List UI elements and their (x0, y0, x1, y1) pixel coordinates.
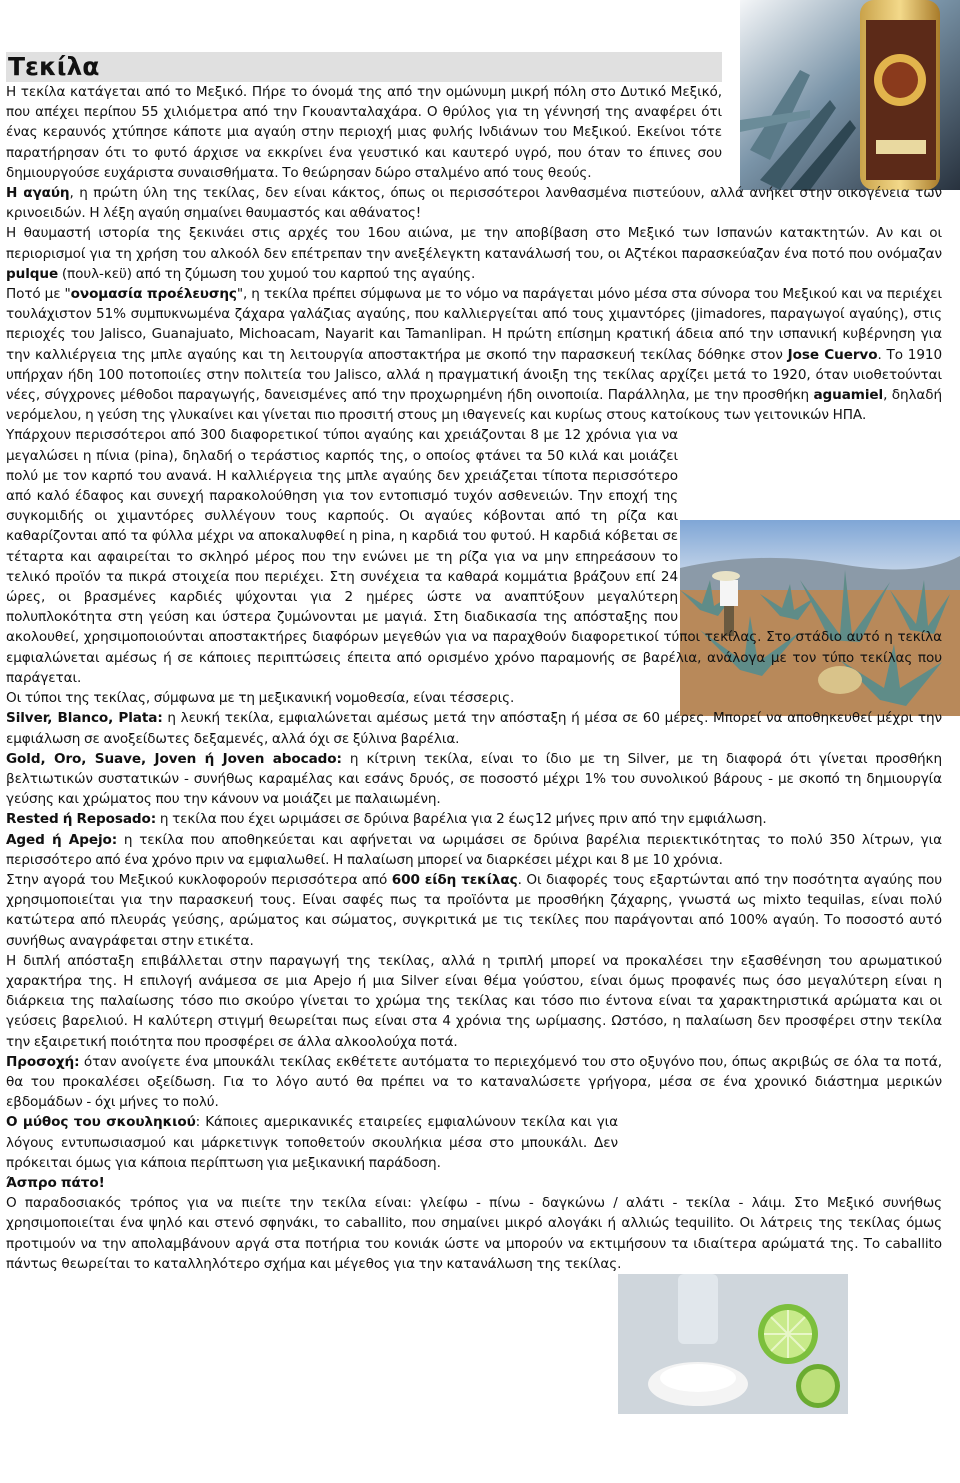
designation-text-b: ", η τεκίλα πρέπει σύμφωνα με το νόμο να παράγεται μόνο μέσα στα σύνορα του Μεξικού και να περιέχει τουλάχιστον 51% συμπυκνωμένα ζάχαρα γαλάζιας αγαύης, που καλλιεργείται από τους χιμαντόρες (jimadores, παραγωγοί αγαύης), στις περιοχές του Jalisco, Guanajuato, Michoacam, Nayarit και Tamanlipan. Η πρώτη επίσημη κρατική άδεια από την ισπανική κυβέρνηση για την καλλιέργεια της μπλε αγαύης και τη λειτουργία αποστακτήρα με σκοπό την παρασκευή τεκίλας δόθηκε στον (6, 286, 942, 363)
gold-bold: Gold, Oro, Suave, Joven ή Joven abocado: (6, 750, 342, 767)
paragraph-worm-myth (6, 1112, 618, 1173)
paragraph-gold (6, 749, 942, 810)
aguamiel-bold: aguamiel (813, 387, 884, 404)
agave-text: , η πρώτη ύλη της τεκίλας, δεν είναι κάκτος, όπως οι περισσότεροι λανθασμένα πιστεύουν, αλλά ανήκει στην οικογένεια των κρινοειδών. Η λέξη αγαύη σημαίνει θαυμαστός και αθάνατος! (6, 185, 942, 222)
worm-myth-bold: Ο μύθος του σκουληκιού (6, 1114, 196, 1131)
float-spacer-agave (678, 425, 948, 621)
tequila-bottle-image (740, 0, 960, 190)
paragraph-designation (6, 284, 942, 425)
apejo-text: η τεκίλα που αποθηκεύεται και αφήνεται να ωριμάσει σε δρύινα βαρέλια περιεκτικότητας το πολύ 350 λίτρων, για περισσότερο από ένα χρόνο πριν να εμφιαλωθεί. Η παλαίωση μπορεί να διαρκέσει μέχρι και 8 με 10 χρόνια. (6, 831, 942, 868)
agave-bold: Η αγαύη (6, 185, 70, 202)
designation-text-d: , δηλαδή νερόμελου, η γεύση της γλυκαίνει και γίνεται πιο προσιτή στους μη ιθαγενείς και κυρίως στους κατοίκους των γειτονικών ΗΠΑ. (6, 387, 942, 424)
worm-myth-text: : Κάποιες αμερικανικές εταιρείες εμφιαλώνουν τεκίλα και για λόγους εντυπωσιασμού και μάρκετινγκ τοποθετούν σκουλήκια μέσα στο μπουκάλι. Δεν πρόκειται όμως για κάποια περίπτωση για μεξικανική παράδοση. (6, 1114, 619, 1171)
history-text-a: Η θαυμαστή ιστορία της ξεκινάει στις αρχές του 16ου αιώνα, με την αποβίβαση στο Μεξικό των Ισπανών κατακτητών. Αν και οι περιορισμοί για τη χρήση του αλκοόλ δεν επέτρεπαν την ανεξέλεγκτη κατανάλωσή του, οι Αζτέκοι παρασκεύαζαν ένα ποτό που ονόμαζαν (6, 225, 942, 262)
paragraph-market (6, 870, 942, 951)
designation-text-a: Ποτό με " (6, 286, 71, 303)
silver-bold: Silver, Blanco, Plata: (6, 710, 163, 727)
caution-text: όταν ανοίγετε ένα μπουκάλι τεκίλας εκθέτετε αυτόματα το περιεχόμενό του στο οξυγόνο που, όπως ακριβώς σε όλα τα ποτά, θα του προκαλέσει οξείδωση. Για το λόγο αυτό θα πρέπει να το καταναλώσετε γρήγορα, μέσα σε ένα χρονικό διάστημα μερικών εβδομάδων - όχι μήνες το πολύ. (6, 1053, 942, 1111)
salt-lime-image (618, 1274, 848, 1414)
paragraph-distillation: Η διπλή απόσταξη επιβάλλεται στην παραγωγή της τεκίλας, αλλά η τριπλή μπορεί να προκαλέσει την εξασθένηση του αρωματικού χαρακτήρα της. Η επιλογή ανάμεσα σε μια Apejo ή μια Silver είναι θέμα γούστου, είναι όμως προφανές πως όσο μεγαλύτερη είναι η διάρκεια της παλαίωσης τόσο πιο σκούρο γίνεται το χρώμα της τεκίλας και τόσο πιο έντονα είναι τα χαρακτηριστικά αρώματα και οι γεύσεις βαρελιού. Η καλύτερη στιγμή θεωρείται πως είναι στα 4 χρόνια της ωρίμασης. Ωστόσο, η παλαίωση δεν προσφέρει στην τεκίλα την εξαιρετική ποιότητα που προσφέρει σε άλλα αλκοολούχα ποτά. (6, 952, 942, 1050)
paragraph-apejo (6, 830, 942, 870)
market-text-a: Στην αγορά του Μεξικού κυκλοφορούν περισσότερα από (6, 871, 392, 888)
paragraph-caution (6, 1052, 942, 1113)
paragraph-cultivation: Υπάρχουν περισσότεροι από 300 διαφορετικοί τύποι αγαύης και χρειάζονται 8 με 12 χρόνια για να μεγαλώσει η πίνια (pina), δηλαδή ο τεράστιος καρπός της, ο οποίος φτάνει τα 50 κιλά και μοιάζει πολύ με τον καρπό του ανανά. Η καλλιέργεια της μπλε αγαύης δεν χρειάζεται τίποτα περισσότερο από καλό έδαφος και συνεχή παρακολούθηση για τον εντοπισμό τυχόν ασθενειών. Την εποχή της συγκομιδής οι χιμαντόρες συλλέγουν τους καρπούς. Οι αγαύες κόβονται από τη ρίζα και καθαρίζονται από τα φύλλα μέχρι να αποκαλυφθεί η pina, η καρδιά του φυτού. Η καρδιά κόβεται σε τέταρτα και αφαιρείται το σκληρό μέρος που την ενώνει με τη ρίζα για να μην επηρεάσουν το τελικό προϊόν τα πικρά στοιχεία που περιέχει. Στη συνέχεια τα καθαρά κομμάτια βράζουν επί 24 ώρες, οι βρασμένες καρδιές ψύχονται για 2 ημέρες ώστε να αναπτύξουν μεγαλύτερη πολυπλοκότητα στη γεύση και ύστερα ζυμώνονται με μαγιά. Στη διαδικασία της απόσταξης που ακολουθεί, χρησιμοποιούνται αποστακτήρες διαφόρων μεγεθών για να παραχθούν διαφορετικοί τύποι τεκίλας. Στο στάδιο αυτό η τεκίλα εμφιαλώνεται αμέσως ή σε κάποιες περιπτώσεις έπειτα από ορισμένο χρόνο παραμονής σε βαρέλια, ανάλογα με τον τύπο τεκίλας που παράγεται. (6, 427, 942, 686)
cheers-heading: Άσπρο πάτο! (6, 1174, 105, 1191)
apejo-bold: Aged ή Apejo: (6, 831, 118, 848)
paragraph-reposado (6, 809, 942, 829)
paragraph-silver (6, 708, 942, 748)
designation-text-c: . Το 1910 υπήρχαν ήδη 100 ποτοποιίες στην πολιτεία του Jalisco, αλλά η πραγματική άνοιξη της τεκίλας αρχίζει μετά το 1920, όταν υιοθετούνται νέες, σύγχρονες μέθοδοι παραγωγής, δανεισμένες από την προχωρημένη ήδη οινοποιία. Παράλληλα, με την προσθήκη (6, 346, 942, 404)
jose-cuervo-bold: Jose Cuervo (787, 346, 878, 363)
page-title: Τεκίλα (8, 52, 100, 81)
paragraph-history (6, 223, 942, 284)
designation-bold: ονομασία προέλευσης (70, 286, 237, 303)
paragraph-drinking: Ο παραδοσιακός τρόπος για να πιείτε την τεκίλα είναι: γλείφω - πίνω - δαγκώνω / αλάτι - τεκίλα - λάιμ. Στο Μεξικό συνήθως χρησιμοποιείται ένα ψηλό και στενό σφηνάκι, το caballito, που σημαίνει μικρό αλογάκι ή αλλιώς tequilito. Οι λάτρεις της τεκίλας όμως προτιμούν να την απολαμβάνουν αργά στα ποτήρια του κονιάκ ώστε να μπορούν να εκτιμήσουν τα ιδιαίτερα αρώματά της. Το caballito πάντως θεωρείται το καταλληλότερο σχήμα και μέγεθος για την κατανάλωση της τεκίλας. (6, 1195, 942, 1272)
reposado-bold: Rested ή Reposado: (6, 811, 157, 828)
pulque-bold: pulque (6, 265, 59, 282)
paragraph-types-intro: Οι τύποι της τεκίλας, σύμφωνα με τη μεξικανική νομοθεσία, είναι τέσσερις. (6, 690, 515, 707)
article-body (6, 82, 942, 1274)
title-bar (6, 52, 722, 82)
paragraph-origin: Η τεκίλα κατάγεται από το Μεξικό. Πήρε το όνομά της από την ομώνυμη μικρή πόλη στο Δυτικό Μεξικό, που απέχει περίπου 55 χιλιόμετρα από την Γκουανταλαχάρα. Ο θρύλος για τη γέννησή της αναφέρει ότι ένας κεραυνός χτύπησε κάποτε μια αγαύη στην περιοχή μιας φυλής Ινδιάνων του Μεξικού. Εκείνοι τότε παρατήρησαν ότι το φυτό άρχισε να εκκρίνει ένα γευστικό και καυτερό υγρό, που όταν το έπινες σου δημιουργούσε ευχάριστα συναισθήματα. Το θεώρησαν δώρο σταλμένο από τους θεούς. (6, 84, 722, 181)
history-text-b: (πουλ-κεϋ) από τη ζύμωση του χυμού του καρπού της αγαύης. (58, 265, 476, 282)
paragraph-agave (6, 183, 942, 223)
gold-text: η κίτρινη τεκίλα, είναι το ίδιο με τη Silver, με τη διαφορά ότι γίνεται προσθήκη βελτιωτικών συστατικών - συνήθως καραμέλας και εσάνς δρυός, σε ποσοστό μέχρι 1% του συνολικού βάρους - με σκοπό τη δημιουργία γεύσης και χρώματος που την κάνουν να μοιάζει με παλαιωμένη. (6, 750, 942, 808)
reposado-text: η τεκίλα που έχει ωριμάσει σε δρύινα βαρέλια για 2 έως12 μήνες πριν από την εμφιάλωση. (156, 811, 767, 828)
market-text-b: . Οι διαφορές τους εξαρτώνται από την ποσότητα αγαύης που χρησιμοποιείται για την παρασκευή τους. Είναι σαφές πως τα προϊόντα με προσθήκη ζάχαρης, γνωστά ως mixto tequilas, είναι πολύ κατώτερα από πλευράς γεύσης, αρώματος και σώματος, συγκριτικά με τις τεκίλες που παράγονται από 100% αγαύη. Το ποσοστό αυτό συνήθως αναγράφεται στην ετικέτα. (6, 871, 942, 949)
silver-text: η λευκή τεκίλα, εμφιαλώνεται αμέσως μετά την απόσταξη ή μέσα σε 60 μέρες. Μπορεί να αποθηκευθεί μέχρι την εμφιάλωση σε ανοξείδωτες δεξαμενές, αλλά όχι σε ξύλινα βαρέλια. (6, 710, 942, 747)
varieties-bold: 600 είδη τεκίλας (391, 871, 518, 888)
caution-bold: Προσοχή: (6, 1053, 80, 1070)
